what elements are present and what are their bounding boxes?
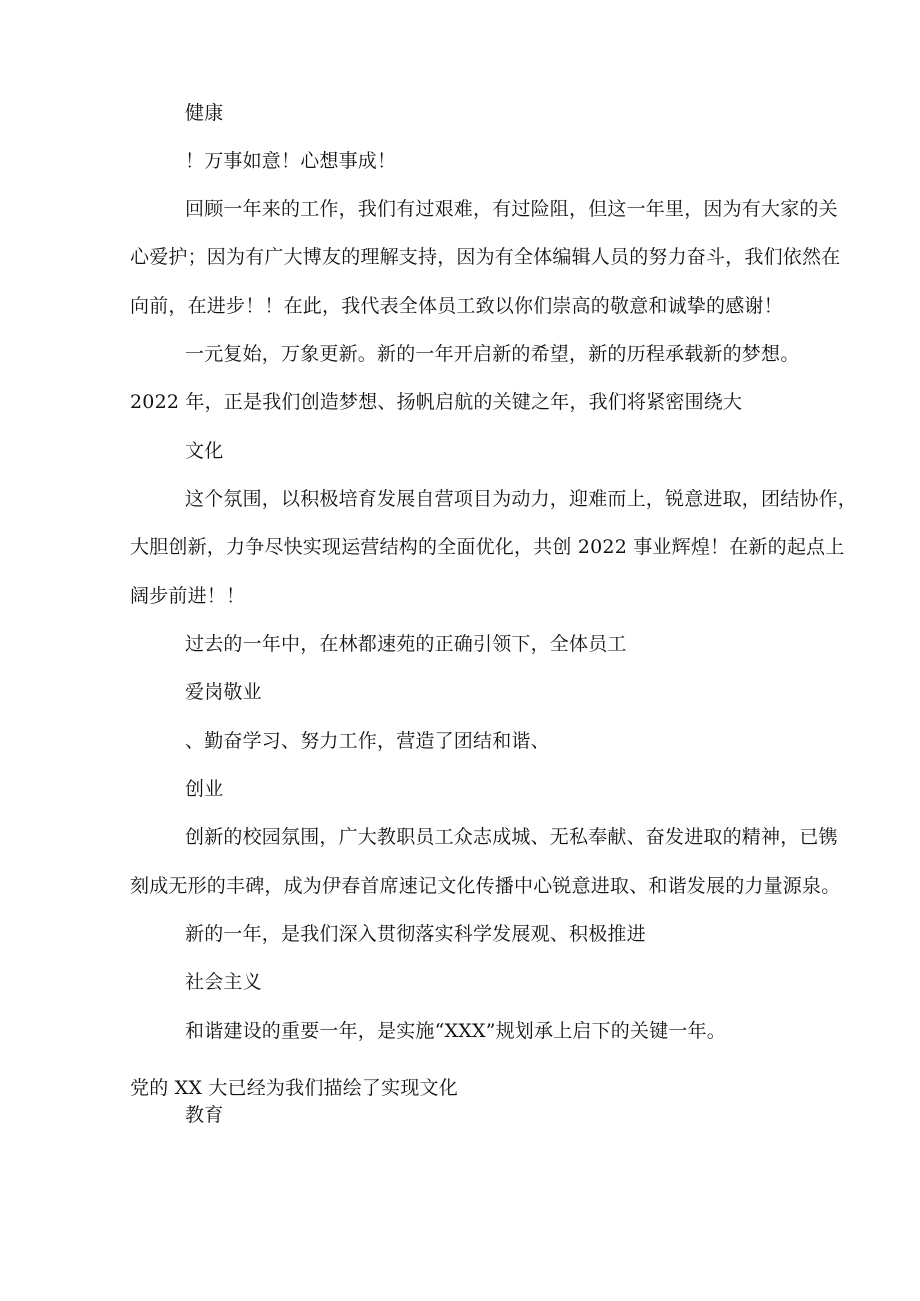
text-line-new-year-3: 新的一年，是我们深入贯彻落实科学发展观、积极推进	[185, 923, 646, 945]
text-line-culture: 文化	[185, 440, 224, 462]
text-line-enterprise: 创业	[185, 778, 224, 800]
text-line-new-year-1: 一元复始，万象更新。新的一年开启新的希望，新的历程承载新的梦想。	[185, 343, 800, 365]
text-line-socialism: 社会主义	[185, 971, 262, 993]
text-line-campus-2: 刻成无形的丰碑，成为伊春首席速记文化传播中心锐意进取、和谐发展的力量源泉。	[130, 875, 841, 897]
text-line-atmosphere-2: 大胆创新，力争尽快实现运营结构的全面优化，共创 2022 事业辉煌！在新的起点上	[130, 536, 845, 558]
text-line-new-year-2: 2022 年，正是我们创造梦想、扬帆启航的关键之年，我们将紧密围绕大	[130, 391, 743, 413]
text-line-campus-1: 创新的校园氛围，广大教职员工众志成城、无私奉献、奋发进取的精神，已镌	[185, 826, 838, 848]
text-line-atmosphere-3: 阔步前进！！	[130, 585, 246, 607]
text-line-past-year: 过去的一年中，在林都速苑的正确引领下，全体员工	[185, 633, 627, 655]
text-line-wishes: ！万事如意！心想事成！	[185, 150, 397, 172]
text-line-heading-health: 健康	[185, 102, 224, 124]
text-line-dedication: 爱岗敬业	[185, 681, 262, 703]
text-line-study-work: 、勤奋学习、努力工作，营造了团结和谐、	[185, 730, 550, 752]
text-line-harmony: 和谐建设的重要一年，是实施“XXX”规划承上启下的关键一年。	[185, 1020, 727, 1042]
text-line-review-2: 心爱护；因为有广大博友的理解支持，因为有全体编辑人员的努力奋斗，我们依然在	[130, 246, 841, 268]
text-line-education: 教育	[185, 1104, 224, 1126]
text-line-party: 党的 XX 大已经为我们描绘了实现文化	[130, 1077, 458, 1099]
text-line-review-3: 向前，在进步！！在此，我代表全体员工致以你们崇高的敬意和诚挚的感谢！	[130, 295, 783, 317]
text-line-atmosphere-1: 这个氛围，以积极培育发展自营项目为动力，迎难而上，锐意进取，团结协作，	[185, 488, 858, 510]
text-line-review-1: 回顾一年来的工作，我们有过艰难，有过险阻，但这一年里，因为有大家的关	[185, 198, 838, 220]
